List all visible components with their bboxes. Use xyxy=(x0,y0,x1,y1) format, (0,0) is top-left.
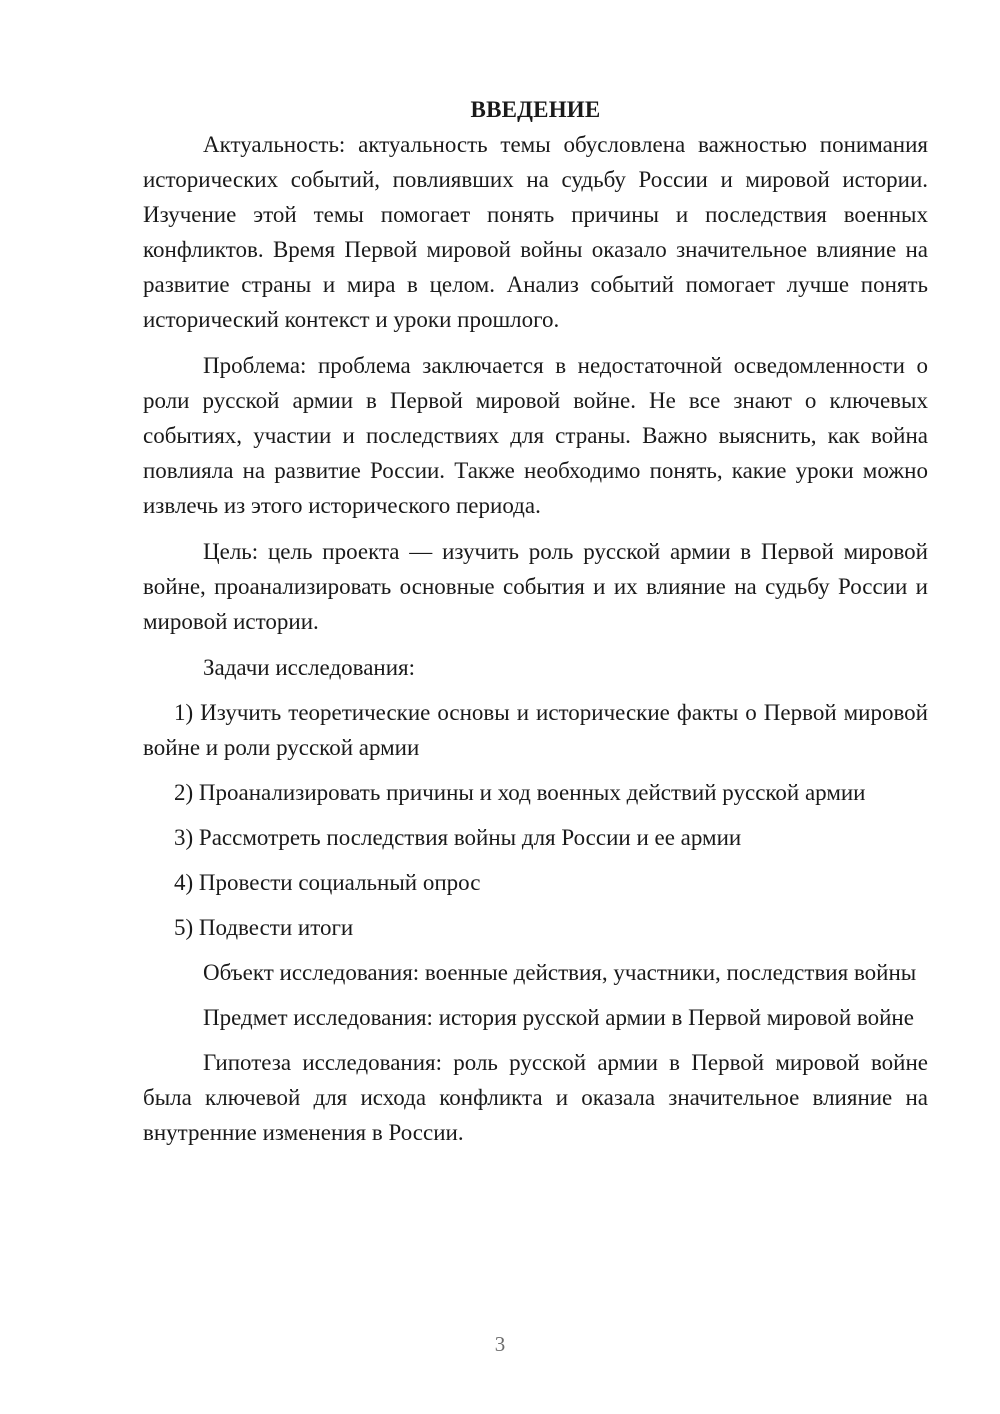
paragraph-subject: Предмет исследования: история русской армии в Первой мировой войне xyxy=(203,1005,914,1030)
list-item-task-1: 1) Изучить теоретические основы и исторические факты о Первой мировой войне и роли русской армии xyxy=(143,700,928,760)
paragraph-hypothesis: Гипотеза исследования: роль русской армии в Первой мировой войне была ключевой для исхода конфликта и оказала значительное влияние на внутренние изменения в России. xyxy=(143,1050,928,1145)
paragraph-object: Объект исследования: военные действия, участники, последствия войны xyxy=(203,960,917,985)
paragraph-goal: Цель: цель проекта — изучить роль русской армии в Первой мировой войне, проанализировать основные события и их влияние на судьбу России и мировой истории. xyxy=(143,539,928,634)
tasks-heading: Задачи исследования: xyxy=(203,655,416,680)
document-page xyxy=(143,92,928,1150)
list-item-task-4: 4) Провести социальный опрос xyxy=(174,870,481,895)
paragraph-problem: Проблема: проблема заключается в недостаточной осведомленности о роли русской армии в Первой мировой войне. Не все знают о ключевых событиях, участии и последствиях для страны. Важно выяснить, как война повлияла на развитие России. Также необходимо понять, какие уроки можно извлечь из этого исторического периода. xyxy=(143,353,928,518)
paragraph-relevance: Актуальность: актуальность темы обусловлена важностью понимания исторических событий, повлиявших на судьбу России и мировой истории. Изучение этой темы помогает понять причины и последствия военных конфликтов. Время Первой мировой войны оказало значительное влияние на развитие страны и мира в целом. Анализ событий помогает лучше понять исторический контекст и уроки прошлого. xyxy=(143,132,928,332)
list-item-task-2: 2) Проанализировать причины и ход военных действий русской армии xyxy=(174,780,866,805)
list-item-task-3: 3) Рассмотреть последствия войны для России и ее армии xyxy=(174,825,742,850)
page-title: ВВЕДЕНИЕ xyxy=(470,97,601,122)
list-item-task-5: 5) Подвести итоги xyxy=(174,915,354,940)
page-number: 3 xyxy=(494,1332,506,1356)
